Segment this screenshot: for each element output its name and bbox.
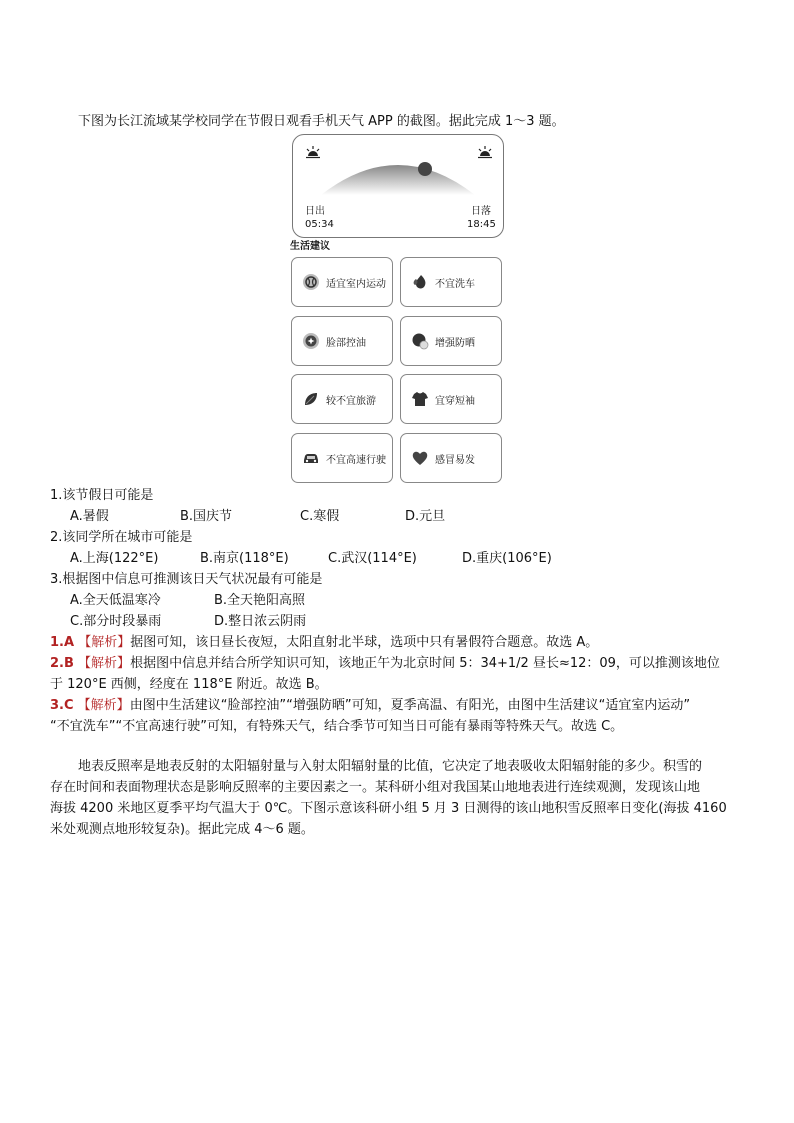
sun-arc-panel (292, 134, 504, 238)
answer-2-text-2: 于 120°E 西侧，经度在 118°E 附近。故选 B。 (50, 677, 328, 692)
passage-2-line-3: 海拔 4200 米地区夏季平均气温大于 0℃。下图示意该科研小组 5 月 3 日测得的该山地积雪反照率日变化(海拔 4160 (50, 801, 727, 816)
sunset-time: 18:45 (467, 219, 496, 230)
life-advice-title: 生活建议 (290, 241, 330, 252)
answer-3-tag: 【解析】 (77, 698, 130, 713)
question-2-option-b: B.南京(118°E) (200, 551, 289, 566)
sunrise-icon (305, 145, 321, 159)
advice-label: 增强防晒 (435, 337, 475, 349)
passage-2-line-2: 存在时间和表面物理状态是影响反照率的主要因素之一。某科研小组对我国某山地地表进行连续观测，发现该山地 (50, 780, 701, 795)
answer-2-line-1 (50, 654, 720, 674)
sun-position-icon (418, 162, 432, 176)
advice-tile-short-sleeve (400, 374, 502, 424)
question-1-option-b: B.国庆节 (180, 509, 233, 524)
advice-label: 脸部控油 (326, 337, 366, 349)
advice-label: 适宜室内运动 (326, 278, 386, 290)
answer-3-line-1 (50, 696, 690, 716)
advice-label: 宜穿短袖 (435, 395, 475, 407)
sun-path-arc (321, 165, 475, 195)
sunset-label: 日落 (471, 206, 491, 217)
advice-tile-cold (400, 433, 502, 483)
answer-2-text-1: 根据图中信息并结合所学知识可知，该地正午为北京时间 5：34+1/2 昼长≈12：09，可以推测该地位 (130, 656, 720, 671)
advice-tile-driving (291, 433, 393, 483)
answer-1-tag: 【解析】 (78, 635, 131, 650)
question-2-option-c: C.武汉(114°E) (328, 551, 417, 566)
advice-tile-car-wash (400, 257, 502, 307)
sunscreen-icon (411, 332, 429, 350)
advice-tile-travel (291, 374, 393, 424)
sunrise-label: 日出 (305, 206, 325, 217)
indoor-sport-icon (302, 273, 320, 291)
advice-label: 较不宜旅游 (326, 395, 376, 407)
advice-label: 感冒易发 (435, 454, 475, 466)
question-1-option-c: C.寒假 (300, 509, 340, 524)
advice-label: 不宜洗车 (435, 278, 475, 290)
question-3-option-c: C.部分时段暴雨 (70, 614, 162, 629)
question-3-option-d: D.整日浓云阴雨 (214, 614, 307, 629)
question-2-option-d: D.重庆(106°E) (462, 551, 552, 566)
question-3-stem: 3.根据图中信息可推测该日天气状况最有可能是 (50, 572, 323, 587)
answer-1-number: 1.A (50, 635, 75, 650)
question-2-option-a: A.上海(122°E) (70, 551, 159, 566)
face-oil-icon (302, 332, 320, 350)
question-3-option-b: B.全天艳阳高照 (214, 593, 306, 608)
answer-2-number: 2.B (50, 656, 74, 671)
question-1-option-a: A.暑假 (70, 509, 109, 524)
travel-leaf-icon (302, 390, 320, 408)
water-drop-icon (411, 273, 429, 291)
answer-3-number: 3.C (50, 698, 74, 713)
tshirt-icon (411, 390, 429, 408)
passage-2-line-1: 地表反照率是地表反射的太阳辐射量与入射太阳辐射量的比值，它决定了地表吸收太阳辐射能的多少。积雪的 (78, 759, 703, 774)
advice-label: 不宜高速行驶 (326, 454, 386, 466)
answer-3-text-2: “不宜洗车”“不宜高速行驶”可知，有特殊天气，结合季节可知当日可能有暴雨等特殊天气。故选 C。 (50, 719, 624, 734)
question-1-option-d: D.元旦 (405, 509, 446, 524)
question-3-option-a: A.全天低温寒冷 (70, 593, 161, 608)
sunset-icon (477, 145, 493, 159)
advice-tile-indoor-sport (291, 257, 393, 307)
heart-icon (411, 449, 429, 467)
intro-text: 下图为长江流域某学校同学在节假日观看手机天气 APP 的截图。据此完成 1～3 题。 (78, 114, 565, 129)
advice-tile-face-oil (291, 316, 393, 366)
sunrise-time: 05:34 (305, 219, 334, 230)
answer-3-text-1: 由图中生活建议“脸部控油”“增强防晒”可知，夏季高温、有阳光，由图中生活建议“适宜室内运动” (129, 698, 691, 713)
passage-2-line-4: 米处观测点地形较复杂)。据此完成 4～6 题。 (50, 822, 314, 837)
car-icon (302, 449, 320, 467)
question-1-stem: 1.该节假日可能是 (50, 488, 154, 503)
answer-1-text: 据图可知，该日昼长夜短，太阳直射北半球，选项中只有暑假符合题意。故选 A。 (130, 635, 599, 650)
answer-2-tag: 【解析】 (78, 656, 131, 671)
advice-tile-sunscreen (400, 316, 502, 366)
answer-1 (50, 633, 598, 653)
question-2-stem: 2.该同学所在城市可能是 (50, 530, 193, 545)
